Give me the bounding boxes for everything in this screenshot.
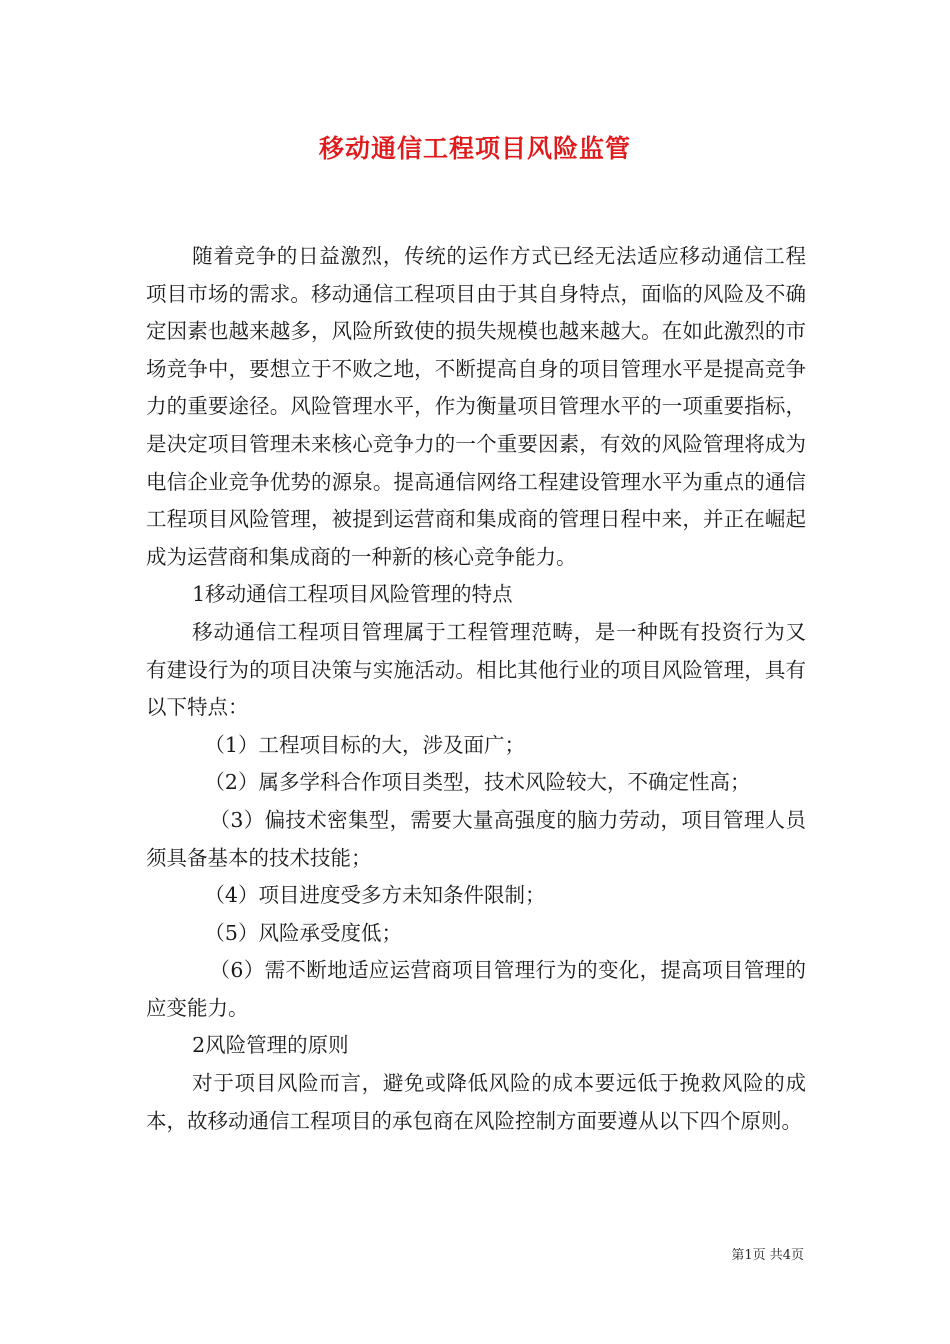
document-body	[146, 238, 806, 1140]
list-item-4: （4）项目进度受多方未知条件限制；	[204, 883, 546, 908]
page-number: 第1页 共4页	[731, 1248, 804, 1263]
section-heading-2: 2风险管理的原则	[192, 1033, 349, 1058]
list-item-1: （1）工程项目标的大，涉及面广；	[204, 732, 525, 757]
list-item-5: （5）风险承受度低；	[204, 920, 402, 945]
list-item-3: （3）偏技术密集型，需要大量高强度的脑力劳动，项目管理人员须具备基本的技术技能；	[146, 807, 806, 870]
section-heading-1: 1移动通信工程项目风险管理的特点	[192, 582, 513, 607]
list-item-6: （6）需不断地适应运营商项目管理行为的变化，提高项目管理的应变能力。	[146, 958, 806, 1020]
section-1-paragraph: 移动通信工程项目管理属于工程管理范畴，是一种既有投资行为又有建设行为的项目决策与实施活动。相比其他行业的项目风险管理，具有以下特点：	[146, 619, 806, 720]
document-title: 移动通信工程项目风险监管	[318, 134, 631, 163]
list-item-2: （2）属多学科合作项目类型，技术风险较大，不确定性高；	[204, 770, 751, 795]
intro-paragraph: 随着竞争的日益激烈，传统的运作方式已经无法适应移动通信工程项目市场的需求。移动通信工程项目由于其自身特点，面临的风险及不确定因素也越来越多，风险所致使的损失规模也越来越大。在如此激烈的市场竞争中，要想立于不败之地，不断提高自身的项目管理水平是提高竞争力的重要途径。风险管理水平，作为衡量项目管理水平的一项重要指标，是决定项目管理未来核心竞争力的一个重要因素，有效的风险管理将成为电信企业竞争优势的源泉。提高通信网络工程建设管理水平为重点的通信工程项目风险管理，被提到运营商和集成商的管理日程中来，并正在崛起成为运营商和集成商的一种新的核心竞争能力。	[146, 244, 806, 569]
section-2-paragraph: 对于项目风险而言，避免或降低风险的成本要远低于挽救风险的成本，故移动通信工程项目的承包商在风险控制方面要遵从以下四个原则。	[146, 1071, 806, 1133]
